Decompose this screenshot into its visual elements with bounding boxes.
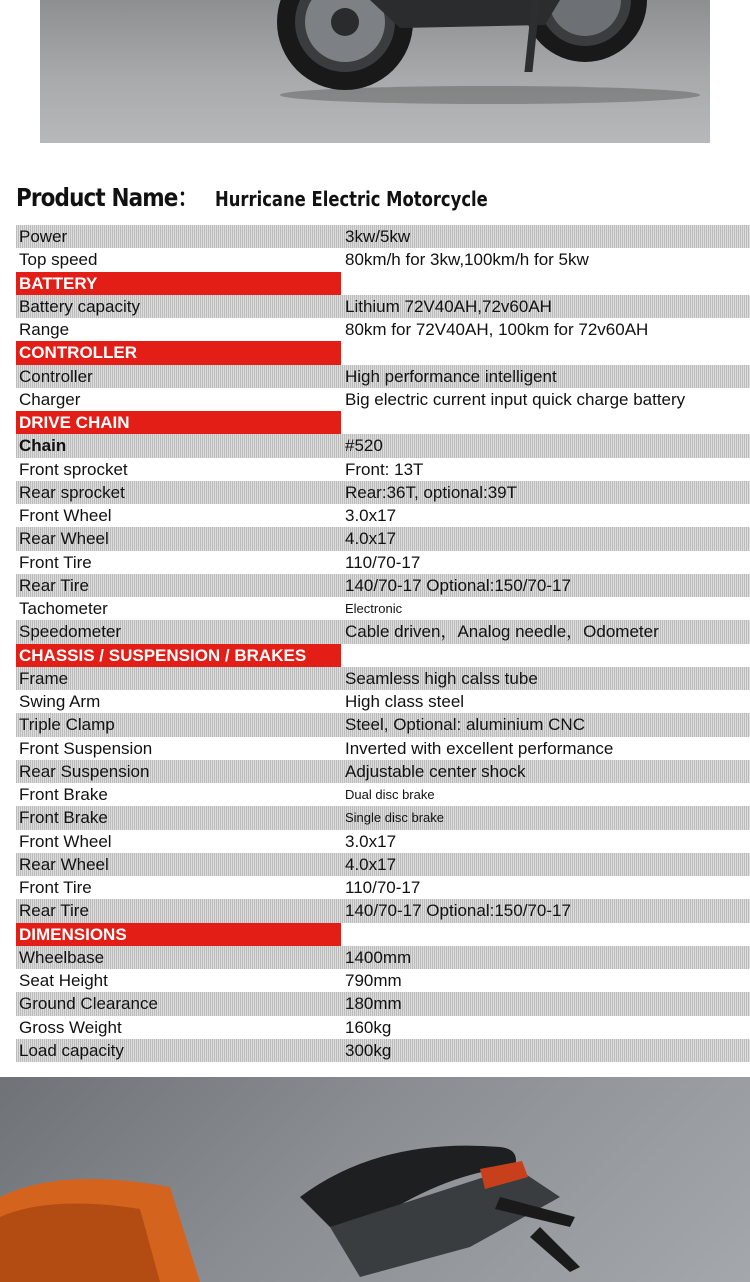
product-name-label: Product Name： [16, 183, 199, 212]
spec-value: 80km for 72V40AH, 100km for 72v60AH [345, 320, 649, 339]
spec-key: Ground Clearance [19, 994, 158, 1014]
spec-value: Seamless high calss tube [345, 668, 538, 688]
spec-key: Top speed [19, 250, 98, 270]
spec-row [16, 481, 750, 504]
spec-value: 1400mm [345, 947, 412, 967]
spec-key: Controller [19, 366, 93, 386]
product-name-value: Hurricane Electric Motorcycle [215, 187, 489, 211]
spec-row [16, 225, 750, 248]
product-title-line [16, 178, 548, 214]
spec-key: Charger [19, 389, 81, 409]
spec-value: 110/70-17 [345, 552, 421, 572]
spec-key: Front Tire [19, 878, 92, 897]
spec-key: Rear Wheel [19, 854, 109, 874]
spec-row [16, 830, 750, 853]
spec-key: Power [19, 227, 68, 246]
spec-value: Lithium 72V40AH,72v60AH [345, 296, 552, 316]
spec-value: 790mm [345, 971, 402, 990]
spec-row [16, 365, 750, 388]
section-header-label: CHASSIS / SUSPENSION / BRAKES [16, 644, 341, 667]
spec-value: Big electric current input quick charge battery [345, 389, 686, 409]
spec-row [16, 388, 750, 411]
spec-row [16, 853, 750, 876]
spec-value: Electronic [345, 601, 403, 616]
spec-row [16, 992, 750, 1015]
spec-row [16, 620, 750, 643]
spec-key: Rear sprocket [19, 482, 125, 502]
spec-key: Rear Wheel [19, 529, 109, 549]
spec-value: Adjustable center shock [345, 761, 526, 781]
spec-key: Front Brake [19, 808, 108, 828]
section-header [16, 411, 750, 434]
spec-value: 3.0x17 [345, 506, 397, 525]
spec-row [16, 737, 750, 760]
section-header-label: CONTROLLER [16, 341, 341, 364]
spec-row [16, 318, 750, 341]
spec-value: Single disc brake [345, 810, 444, 826]
spec-key: Front Tire [19, 552, 92, 572]
spec-value: Front: 13T [345, 459, 424, 479]
spec-row [16, 551, 750, 574]
spec-value: Rear:36T, optional:39T [345, 482, 517, 502]
spec-value: 160kg [345, 1017, 392, 1037]
spec-row [16, 760, 750, 783]
spec-key: Rear Tire [19, 901, 89, 921]
section-header [16, 923, 750, 946]
spec-value: 180mm [345, 994, 402, 1014]
spec-row [16, 574, 750, 597]
spec-value: 300kg [345, 1040, 392, 1060]
spec-key: Front Suspension [19, 738, 153, 758]
spec-value: #520 [345, 436, 383, 456]
spec-row [16, 458, 750, 481]
spec-key: Triple Clamp [19, 715, 115, 735]
spec-value: 4.0x17 [345, 529, 397, 549]
product-photo-top [40, 0, 710, 143]
spec-row [16, 899, 750, 922]
spec-key: Front Brake [19, 785, 108, 804]
spec-value: 140/70-17 Optional:150/70-17 [345, 901, 571, 921]
spec-row [16, 248, 750, 271]
spec-key: Front sprocket [19, 459, 128, 479]
spec-key: Battery capacity [19, 296, 140, 316]
spec-row [16, 783, 750, 806]
section-header [16, 644, 750, 667]
spec-value: 80km/h for 3kw,100km/h for 5kw [345, 250, 589, 270]
spec-key: Rear Suspension [19, 761, 150, 781]
spec-row [16, 527, 750, 550]
spec-value: Cable driven，Analog needle，Odometer [345, 622, 659, 642]
spec-key: Wheelbase [19, 947, 105, 967]
spec-row [16, 946, 750, 969]
section-header [16, 272, 750, 295]
spec-key: Frame [19, 668, 69, 688]
spec-row [16, 969, 750, 992]
motorcycle-wheels-illustration [40, 0, 710, 143]
spec-value: 4.0x17 [345, 854, 397, 874]
product-photo-bottom [0, 1077, 750, 1282]
spec-value: High performance intelligent [345, 366, 557, 386]
spec-value: Dual disc brake [345, 787, 435, 802]
spec-key: Load capacity [19, 1040, 124, 1060]
spec-table [16, 225, 750, 1062]
spec-value: Inverted with excellent performance [345, 738, 614, 758]
spec-key: Front Wheel [19, 506, 112, 525]
spec-key: Swing Arm [19, 692, 101, 711]
spec-key: Speedometer [19, 622, 122, 642]
spec-key: Rear Tire [19, 575, 89, 595]
spec-row [16, 597, 750, 620]
spec-row [16, 434, 750, 457]
section-header-label: DRIVE CHAIN [16, 411, 341, 434]
spec-key: Tachometer [19, 599, 108, 618]
section-header-label: BATTERY [16, 272, 341, 295]
spec-key: Range [19, 320, 70, 339]
spec-value: 3kw/5kw [345, 227, 411, 246]
spec-key: Seat Height [19, 971, 108, 990]
spec-value: Steel, Optional: aluminium CNC [345, 715, 585, 735]
spec-value: 110/70-17 [345, 878, 421, 897]
spec-row [16, 667, 750, 690]
motorcycle-rear-illustration [0, 1077, 750, 1282]
spec-row [16, 504, 750, 527]
spec-row [16, 1016, 750, 1039]
spec-row [16, 690, 750, 713]
section-header-label: DIMENSIONS [16, 923, 341, 946]
spec-value: High class steel [345, 692, 465, 711]
spec-value: 140/70-17 Optional:150/70-17 [345, 575, 571, 595]
spec-value: 3.0x17 [345, 831, 397, 851]
spec-row [16, 713, 750, 736]
section-header [16, 341, 750, 364]
spec-key: Front Wheel [19, 831, 112, 851]
spec-key: Gross Weight [19, 1017, 122, 1037]
spec-key: Chain [19, 436, 67, 456]
spec-row [16, 1039, 750, 1062]
spec-row [16, 295, 750, 318]
spec-row [16, 876, 750, 899]
spec-row [16, 806, 750, 829]
